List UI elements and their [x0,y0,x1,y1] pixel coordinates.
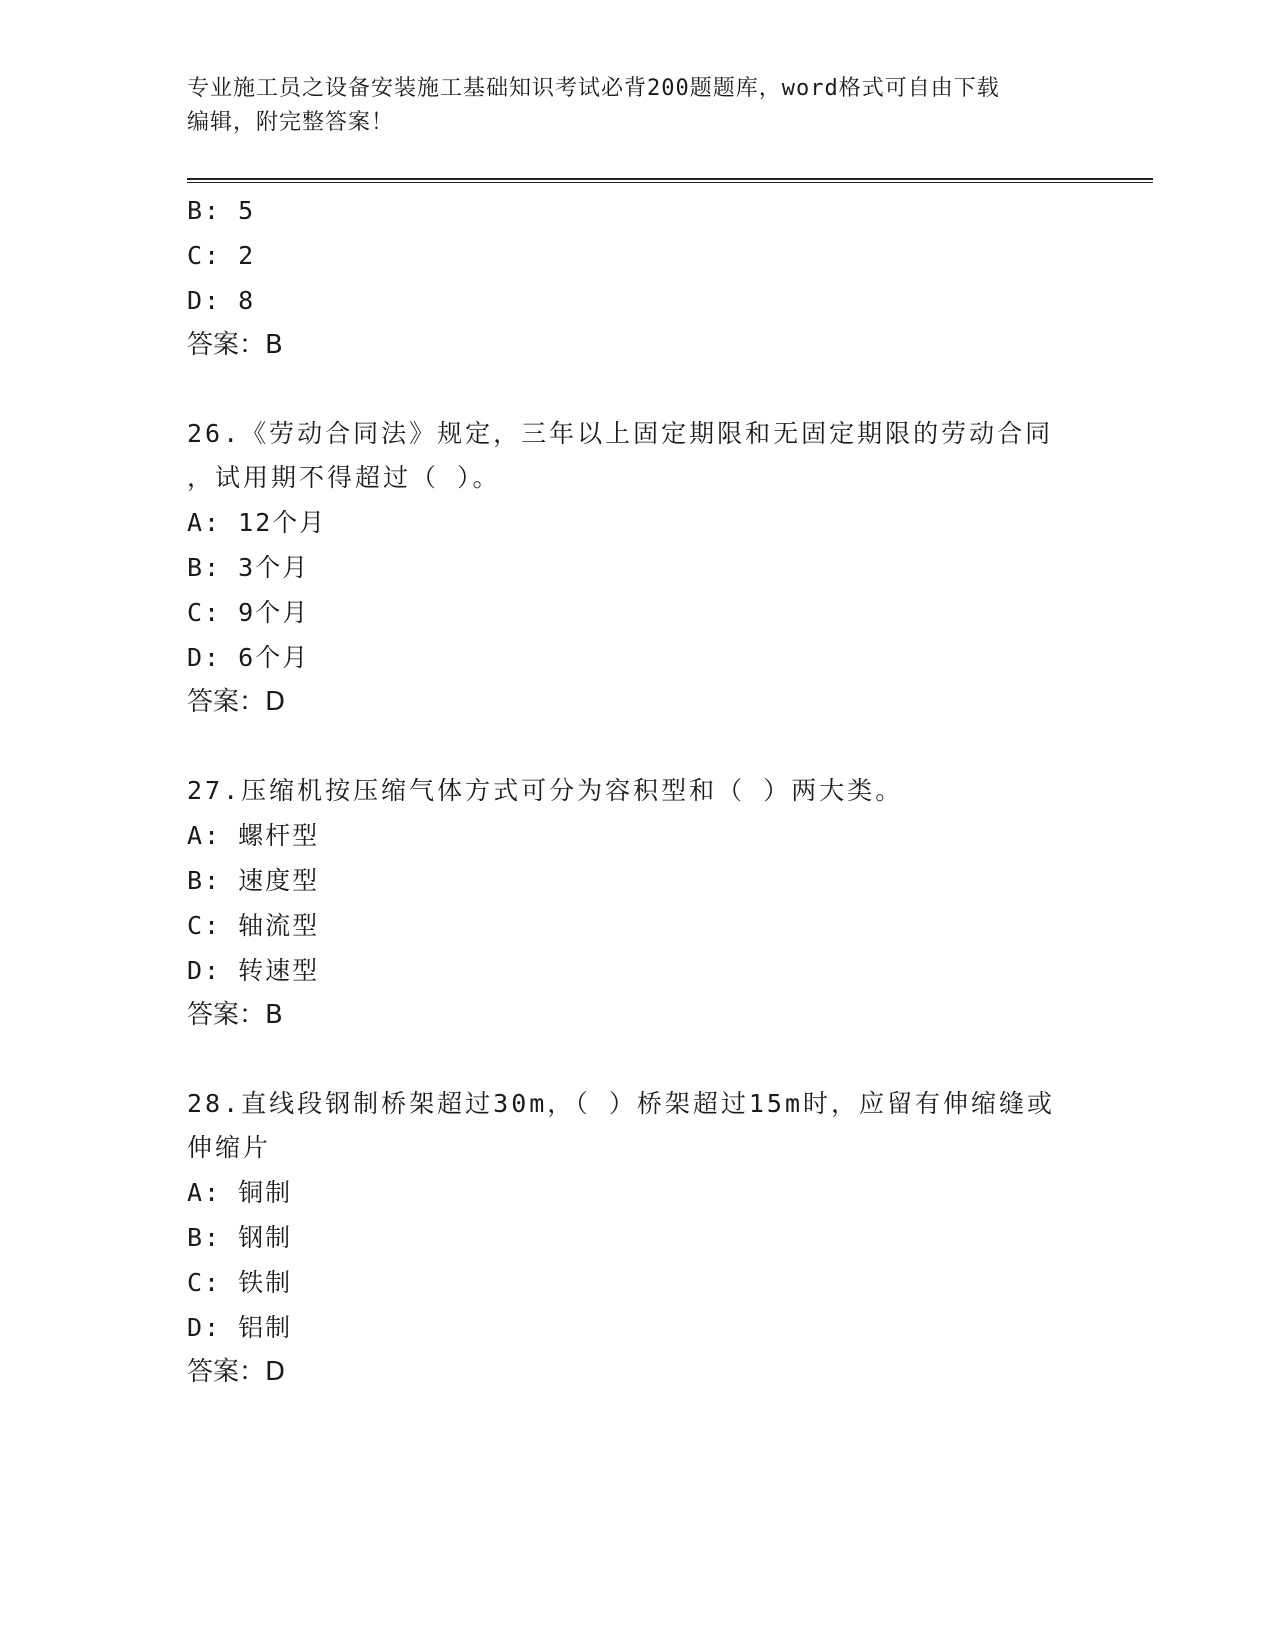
option-c: C: 2 [187,241,256,270]
question-25-tail [187,188,1087,368]
option-b: B: 3个月 [187,553,310,582]
answer-line: 答案：B [187,330,283,360]
answer-line: 答案：B [187,1000,283,1030]
option-d: D: 6个月 [187,643,310,672]
question-26 [187,412,1087,725]
question-gap [187,368,1087,412]
page-header [187,72,1087,140]
option-d: D: 8 [187,286,256,315]
question-gap [187,1038,1087,1082]
question-27 [187,769,1087,1038]
header-divider [187,178,1153,183]
answer-line: 答案：D [187,687,286,717]
option-a: A: 铜制 [187,1178,293,1207]
option-b: B: 5 [187,196,256,225]
option-a: A: 螺杆型 [187,821,320,850]
question-text-continued: 伸缩片 [187,1133,272,1162]
question-gap [187,725,1087,769]
question-list [187,188,1087,1395]
question-text: 27.压缩机按压缩气体方式可分为容积型和（ ）两大类。 [187,776,904,805]
header-title-line1: 专业施工员之设备安装施工基础知识考试必背200题题库，word格式可自由下载 [187,76,1000,101]
header-title-line2: 编辑，附完整答案！ [187,110,395,135]
option-c: C: 轴流型 [187,911,320,940]
question-text: 28.直线段钢制桥架超过30m，（ ）桥架超过15m时，应留有伸缩缝或 [187,1089,1056,1118]
answer-line: 答案：D [187,1357,286,1387]
question-28 [187,1082,1087,1395]
option-d: D: 铝制 [187,1313,293,1342]
option-b: B: 速度型 [187,866,320,895]
question-text-continued: ，试用期不得超过（ ）。 [187,463,501,492]
option-a: A: 12个月 [187,508,327,537]
option-d: D: 转速型 [187,956,320,985]
option-b: B: 钢制 [187,1223,293,1252]
option-c: C: 铁制 [187,1268,293,1297]
option-c: C: 9个月 [187,598,310,627]
question-text: 26.《劳动合同法》规定，三年以上固定期限和无固定期限的劳动合同 [187,419,1054,448]
